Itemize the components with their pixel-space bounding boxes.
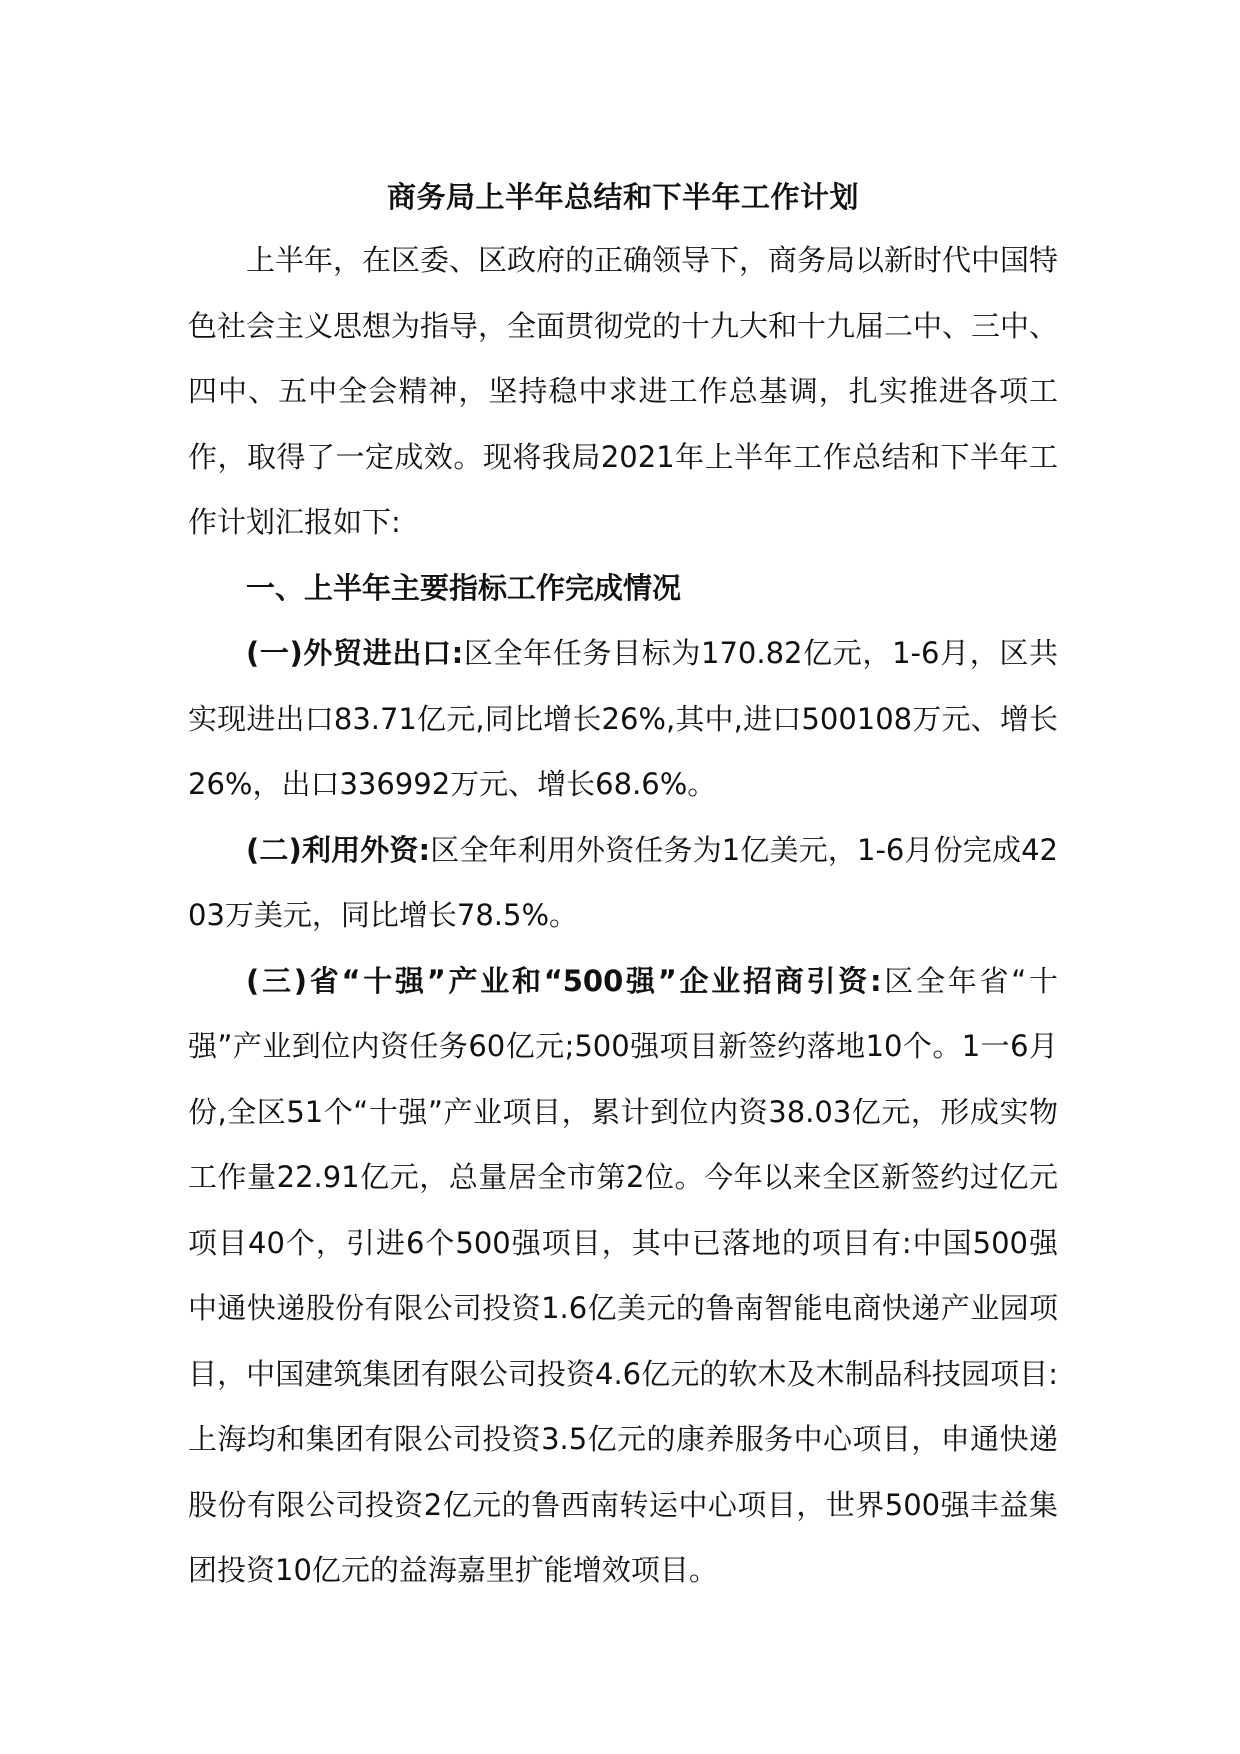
item-paragraph-foreign-investment: [188, 818, 1058, 949]
document-body: [188, 172, 1058, 1604]
item-text-foreign-investment: 区全年利用外资任务为1亿美元，1-6月份完成4203万美元，同比增长78.5%。: [188, 832, 1059, 932]
item-text-investment-attraction: 区全年省“十强”产业到位内资任务60亿元;500强项目新签约落地10个。1一6月份,全区51个“十强”产业项目，累计到位内资38.03亿元，形成实物工作量22.91亿元，总量居全市第2位。今年以来全区新签约过亿元项目40个，引进6个500强项目，其中已落地的项目有:中国500强中通快递股份有限公司投资1.6亿美元的鲁南智能电商快递产业园项目，中国建筑集团有限公司投资4.6亿元的软木及木制品科技园项目:上海均和集团有限公司投资3.5亿元的康养服务中心项目，申通快递股份有限公司投资2亿元的鲁西南转运中心项目，世界500强丰益集团投资10亿元的益海嘉里扩能增效项目。: [188, 963, 1058, 1587]
intro-paragraph: 上半年，在区委、区政府的正确领导下，商务局以新时代中国特色社会主义思想为指导，全面贯彻党的十九大和十九届二中、三中、四中、五中全会精神，坚持稳中求进工作总基调，扎实推进各项工作，取得了一定成效。现将我局2021年上半年工作总结和下半年工作计划汇报如下:: [188, 243, 1059, 539]
item-label-investment-attraction: (三)省“十强”产业和“500强”企业招商引资:: [246, 963, 882, 998]
item-label-foreign-investment: (二)利用外资:: [246, 832, 431, 867]
item-paragraph-foreign-trade: [188, 621, 1058, 818]
document-title: 商务局上半年总结和下半年工作计划: [386, 180, 859, 214]
item-label-foreign-trade: (一)外贸进出口:: [246, 636, 464, 670]
item-text-foreign-trade: 区全年任务目标为170.82亿元，1-6月，区共实现进出口83.71亿元,同比增长26%,其中,进口500108万元、增长26%，出口336992万元、增长68.6%。: [188, 636, 1059, 801]
section-heading-1: 一、上半年主要指标工作完成情况: [246, 570, 682, 605]
item-paragraph-investment-attraction: [188, 949, 1058, 1604]
